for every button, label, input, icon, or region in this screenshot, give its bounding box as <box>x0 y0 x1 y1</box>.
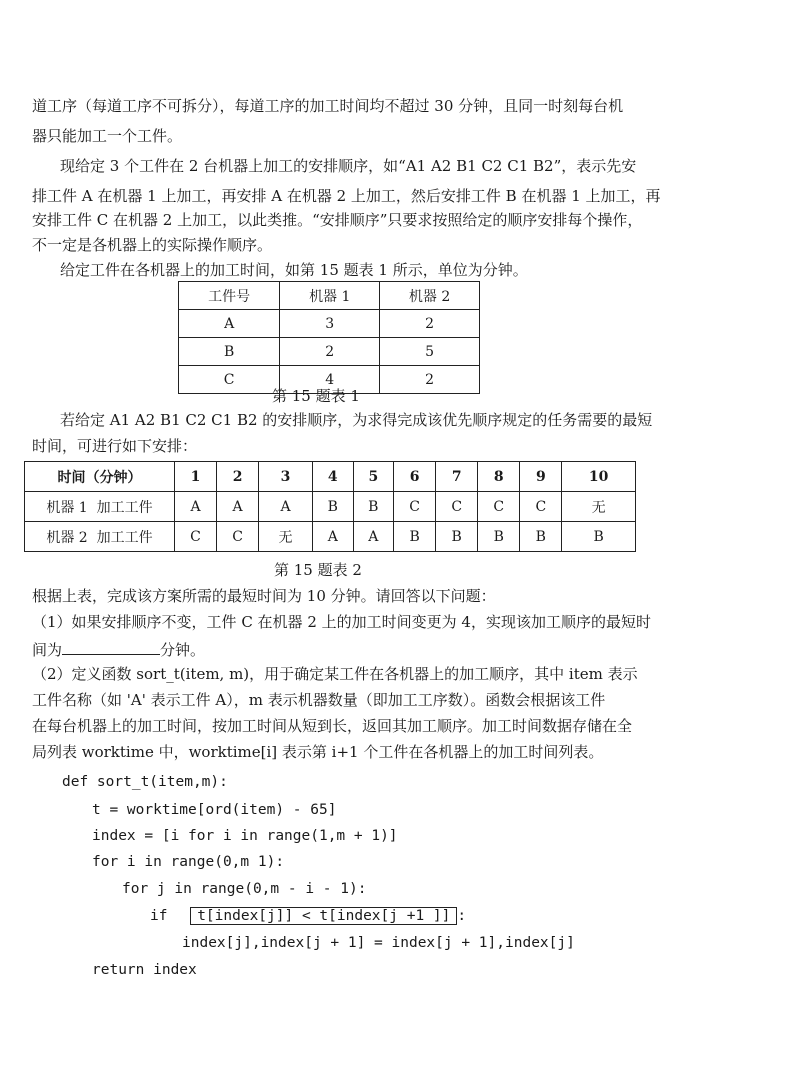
table-cell: C <box>436 492 478 522</box>
table-cell: C <box>478 492 520 522</box>
table-cell: B <box>353 492 394 522</box>
code-line-1: def sort_t(item,m): <box>62 774 228 790</box>
table-row <box>25 522 636 552</box>
table-1-header-cell: 机器 1 <box>280 282 380 310</box>
table-2-caption: 第 15 题表 2 <box>274 561 362 579</box>
code-line-7: index[j],index[j + 1] = index[j + 1],index[j] <box>182 935 575 951</box>
question-2-line-4: 局列表 worktime 中，worktime[i] 表示第 i+1 个工件在各机器上的加工时间列表。 <box>32 743 604 761</box>
question-1-line-2 <box>32 638 205 660</box>
question-1-suffix: 分钟。 <box>160 641 206 659</box>
code-if-keyword: if <box>150 908 168 924</box>
table-cell: 3 <box>280 310 380 338</box>
table-row <box>25 492 636 522</box>
code-line-3: index = [i for i in range(1,m + 1)] <box>92 828 398 844</box>
table-cell: B <box>179 338 280 366</box>
code-line-4: for i in range(0,m 1): <box>92 854 285 870</box>
time-cell: 3 <box>259 462 313 492</box>
mid-line-1: 若给定 A1 A2 B1 C2 C1 B2 的安排顺序，为求得完成该优先顺序规定的任务需要的最短 <box>60 411 653 429</box>
question-2-line-2: 工件名称（如 'A' 表示工件 A），m 表示机器数量（即加工工序数）。函数会根据该工件 <box>32 691 606 709</box>
table-2-time-label: 时间（分钟） <box>25 462 175 492</box>
table-cell: A <box>217 492 259 522</box>
mid-line-2: 时间，可进行如下安排： <box>32 437 198 455</box>
intro-line-1: 道工序（每道工序不可拆分），每道工序的加工时间均不超过 30 分钟，且同一时刻每台机 <box>32 97 624 115</box>
intro-line-4: 排工件 A 在机器 1 上加工，再安排 A 在机器 2 上加工，然后安排工件 B 在机器 1 上加工，再 <box>32 187 661 205</box>
code-line-8: return index <box>92 962 197 978</box>
table-cell: B <box>394 522 436 552</box>
time-cell: 6 <box>394 462 436 492</box>
table-cell: 2 <box>380 310 480 338</box>
table-cell: C <box>520 492 562 522</box>
intro-line-5: 安排工件 C 在机器 2 上加工，以此类推。“安排顺序”只要求按照给定的顺序安排每个操作， <box>32 211 643 229</box>
table-1-header <box>179 282 480 310</box>
time-cell: 7 <box>436 462 478 492</box>
table-cell: A <box>179 310 280 338</box>
table-cell: 无 <box>259 522 313 552</box>
table-cell: 2 <box>380 366 480 394</box>
code-line-5: for j in range(0,m - i - 1): <box>122 881 367 897</box>
table-cell: A <box>312 522 353 552</box>
code-colon: : <box>457 908 467 924</box>
code-line-6 <box>150 906 466 926</box>
question-1-prefix: 间为 <box>32 641 63 659</box>
table-2-header <box>25 462 636 492</box>
table-1-header-cell: 工件号 <box>179 282 280 310</box>
table-cell: 2 <box>280 338 380 366</box>
table-cell: B <box>520 522 562 552</box>
time-cell: 5 <box>353 462 394 492</box>
table-cell: B <box>562 522 636 552</box>
table-2 <box>24 461 636 552</box>
answer-blank[interactable] <box>62 638 160 655</box>
table-cell: B <box>478 522 520 552</box>
table-cell: C <box>217 522 259 552</box>
time-cell: 2 <box>217 462 259 492</box>
time-cell: 1 <box>175 462 217 492</box>
question-intro: 根据上表，完成该方案所需的最短时间为 10 分钟。请回答以下问题： <box>32 587 496 605</box>
table-cell: B <box>436 522 478 552</box>
code-line-2: t = worktime[ord(item) - 65] <box>92 802 337 818</box>
intro-line-6: 不一定是各机器上的实际操作顺序。 <box>32 236 273 254</box>
question-1-line-1: （1）如果安排顺序不变，工件 C 在机器 2 上的加工时间变更为 4，实现该加工顺序的最短时 <box>32 613 651 631</box>
table-cell: A <box>353 522 394 552</box>
question-2-line-3: 在每台机器上的加工时间，按加工时间从短到长，返回其加工顺序。加工时间数据存储在全 <box>32 717 633 735</box>
table-cell: C <box>179 366 280 394</box>
table-1-header-cell: 机器 2 <box>380 282 480 310</box>
table-cell: C <box>175 522 217 552</box>
table-cell: A <box>259 492 313 522</box>
table-cell: B <box>312 492 353 522</box>
table-cell: A <box>175 492 217 522</box>
time-cell: 9 <box>520 462 562 492</box>
time-cell: 8 <box>478 462 520 492</box>
table-cell: C <box>394 492 436 522</box>
table-1-caption: 第 15 题表 1 <box>272 387 360 405</box>
time-cell: 10 <box>562 462 636 492</box>
table-cell: 5 <box>380 338 480 366</box>
time-cell: 4 <box>312 462 353 492</box>
table-1 <box>178 281 480 394</box>
question-2-line-1: （2）定义函数 sort_t(item, m)，用于确定某工件在各机器上的加工顺序，其中 item 表示 <box>32 665 638 683</box>
table-cell: 4 <box>280 366 380 394</box>
intro-line-2: 器只能加工一个工件。 <box>32 127 183 145</box>
intro-line-7: 给定工件在各机器上的加工时间，如第 15 题表 1 所示，单位为分钟。 <box>60 261 528 279</box>
intro-line-3: 现给定 3 个工件在 2 台机器上加工的安排顺序，如“A1 A2 B1 C2 C1 B2”，表示先安 <box>60 157 637 175</box>
table-row <box>179 310 480 338</box>
code-fill-in-box: t[index[j]] < t[index[j +1 ]] <box>190 907 457 925</box>
table-row <box>179 338 480 366</box>
row-label: 机器 1 加工工件 <box>25 492 175 522</box>
table-cell: 无 <box>562 492 636 522</box>
row-label: 机器 2 加工工件 <box>25 522 175 552</box>
